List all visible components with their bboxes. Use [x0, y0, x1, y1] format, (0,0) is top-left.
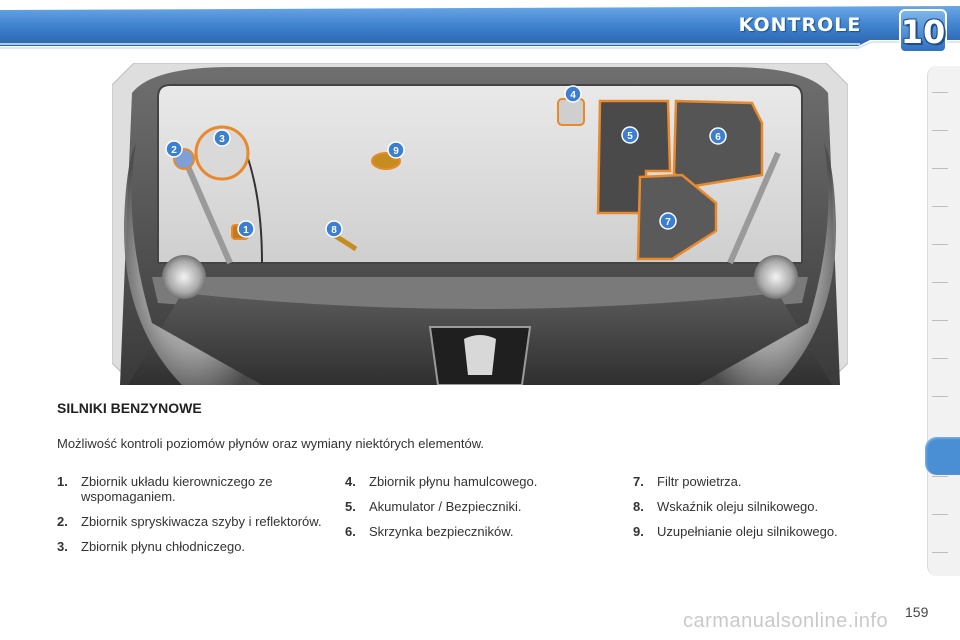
engine-bay-drawing	[112, 63, 848, 385]
legend-text: Zbiornik układu kierowniczego ze wspomaganiem.	[81, 474, 273, 504]
tab-divider	[932, 514, 948, 515]
callout-label: 4	[570, 90, 576, 101]
callout-marker	[166, 141, 182, 157]
legend-text: Skrzynka bezpieczników.	[369, 524, 514, 539]
legend-item	[345, 524, 615, 539]
tab-divider	[932, 244, 948, 245]
tab-divider	[932, 168, 948, 169]
tab-divider	[932, 320, 948, 321]
engine-bay-illustration	[112, 63, 848, 385]
callout-label: 8	[331, 225, 337, 236]
legend-number: 1.	[57, 474, 68, 489]
callout-marker	[326, 221, 342, 237]
callout-label: 5	[627, 131, 633, 142]
callout-label: 6	[715, 132, 721, 143]
callout-label: 7	[665, 217, 671, 228]
legend-text: Uzupełnianie oleju silnikowego.	[657, 524, 838, 539]
legend-number: 9.	[633, 524, 644, 539]
section-intro: Możliwość kontroli poziomów płynów oraz wymiany niektórych elementów.	[57, 436, 485, 451]
section-title: SILNIKI BENZYNOWE	[57, 400, 202, 416]
callout-marker	[622, 127, 638, 143]
callout-label: 3	[219, 134, 225, 145]
callout-marker	[214, 130, 230, 146]
tab-divider	[932, 552, 948, 553]
legend-item	[57, 514, 327, 529]
legend-column-1	[57, 474, 327, 564]
legend-column-2	[345, 474, 615, 549]
tab-divider	[932, 130, 948, 131]
chapter-header	[0, 0, 960, 56]
legend-item	[633, 499, 903, 514]
callout-marker	[710, 128, 726, 144]
legend-item	[633, 474, 903, 489]
legend-number: 6.	[345, 524, 356, 539]
legend-item	[57, 474, 327, 504]
legend-item	[633, 524, 903, 539]
tab-divider	[932, 92, 948, 93]
callout-label: 9	[393, 146, 399, 157]
legend-item	[57, 539, 327, 554]
legend-text: Filtr powietrza.	[657, 474, 742, 489]
legend-column-3	[633, 474, 903, 549]
active-chapter-tab[interactable]	[925, 437, 960, 475]
callout-marker	[660, 213, 676, 229]
callout-marker	[238, 221, 254, 237]
tab-divider	[932, 358, 948, 359]
legend-number: 8.	[633, 499, 644, 514]
legend-number: 5.	[345, 499, 356, 514]
legend-text: Zbiornik płynu chłodniczego.	[81, 539, 246, 554]
legend-text: Zbiornik płynu hamulcowego.	[369, 474, 538, 489]
legend-text: Zbiornik spryskiwacza szyby i reflektorów.	[81, 514, 322, 529]
tab-divider	[932, 282, 948, 283]
legend-number: 2.	[57, 514, 68, 529]
legend-number: 3.	[57, 539, 68, 554]
legend-item	[345, 474, 615, 489]
page-number: 159	[905, 604, 929, 620]
callout-label: 1	[243, 225, 249, 236]
chapter-number: 10	[900, 13, 946, 51]
callout-marker	[388, 142, 404, 158]
tab-divider	[932, 396, 948, 397]
legend-text: Akumulator / Bezpieczniki.	[369, 499, 522, 514]
legend-text: Wskaźnik oleju silnikowego.	[657, 499, 819, 514]
tab-divider	[932, 206, 948, 207]
chapter-title: KONTROLE	[738, 14, 862, 36]
legend-item	[345, 499, 615, 514]
tab-divider	[932, 476, 948, 477]
callout-label: 2	[171, 145, 177, 156]
side-tab-strip	[927, 66, 960, 576]
callout-marker	[565, 86, 581, 102]
watermark: carmanualsonline.info	[683, 610, 889, 632]
legend-number: 4.	[345, 474, 356, 489]
legend-number: 7.	[633, 474, 644, 489]
